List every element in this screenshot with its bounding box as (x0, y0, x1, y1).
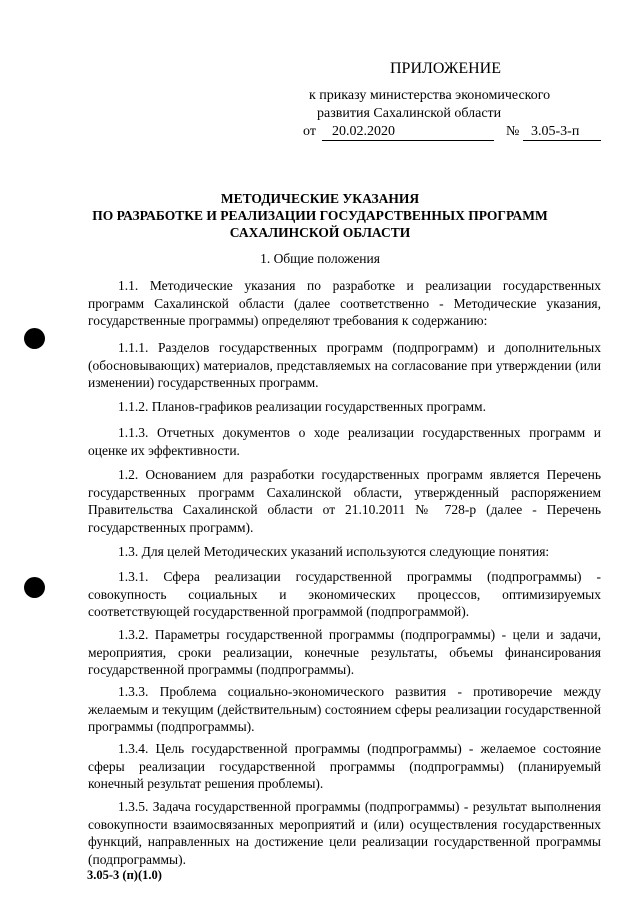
paragraph-1-1: 1.1. Методические указания по разработке и реализации государственных программ Сахалинской области (далее соответственно - Методические указания, государственные программы) определяют требования к содержанию: (88, 278, 601, 328)
punch-hole (24, 577, 45, 598)
date-prefix: от (303, 124, 316, 139)
heading-line-3: САХАЛИНСКОЙ ОБЛАСТИ (229, 225, 411, 240)
paragraph-1-3-4: 1.3.4. Цель государственной программы (подпрограммы) - желаемое состояние сферы реализации государственной программы (подпрограммы) (планируемый конечный результат решения проблемы). (88, 741, 601, 791)
paragraph-1-2: 1.2. Основанием для разработки государственных программ является Перечень государственных программ Сахалинской области, утвержденный распоряжением Правительства Сахалинской области от 21.10.2011 № 728-р (далее - Перечень государственных программ). (88, 467, 601, 535)
paragraph-1-3: 1.3. Для целей Методических указаний используются следующие понятия: (118, 544, 550, 559)
number-prefix: № (506, 124, 520, 139)
paragraph-1-1-3: 1.1.3. Отчетных документов о ходе реализации государственных программ и оценке их эффективности. (88, 425, 601, 458)
paragraph-1-3-5: 1.3.5. Задача государственной программы (подпрограммы) - результат выполнения совокупности взаимосвязанных мероприятий и (или) осуществления государственных функций, направленных на достижение цели реализации государственной программы (подпрограммы). (88, 799, 601, 867)
heading-line-2: ПО РАЗРАБОТКЕ И РЕАЛИЗАЦИИ ГОСУДАРСТВЕННЫХ ПРОГРАММ (92, 208, 548, 223)
heading-line-1: МЕТОДИЧЕСКИЕ УКАЗАНИЯ (220, 191, 420, 206)
decree-number (523, 124, 601, 141)
paragraph-1-3-2: 1.3.2. Параметры государственной программы (подпрограммы) - цели и задачи, мероприятия, сроки реализации, конечные результаты, объемы финансирования государственной программы (подпрограммы). (88, 627, 601, 677)
page-footer-code: 3.05-3 (п)(1.0) (87, 868, 162, 882)
document-heading (0, 190, 640, 241)
appendix-ministry-line: развития Сахалинской области (317, 106, 502, 121)
paragraph-1-3-3: 1.3.3. Проблема социально-экономического развития - противоречие между желаемым и текущим (действительным) состоянием сферы реализации государственной программы (подпрограммы). (88, 684, 601, 734)
punch-hole (24, 328, 45, 349)
decree-date-value: 20.02.2020 (332, 124, 395, 139)
paragraph-1-1-2: 1.1.2. Планов-графиков реализации государственных программ. (118, 399, 486, 414)
decree-number-value: 3.05-3-п (531, 124, 580, 139)
paragraph-1-3-1: 1.3.1. Сфера реализации государственной программы (подпрограммы) - совокупность социальных и экономических процессов, оптимизируемых соответствующей государственной программой (подпрограммой). (88, 569, 601, 619)
decree-date (322, 124, 494, 141)
section-title: 1. Общие положения (260, 251, 380, 266)
paragraph-1-1-1: 1.1.1. Разделов государственных программ (подпрограмм) и дополнительных (обосновывающих) материалов, представляемых на согласование при утверждении (или изменении) государственных программ. (88, 340, 601, 390)
appendix-order-line: к приказу министерства экономического (309, 88, 551, 103)
appendix-title: ПРИЛОЖЕНИЕ (390, 60, 502, 77)
